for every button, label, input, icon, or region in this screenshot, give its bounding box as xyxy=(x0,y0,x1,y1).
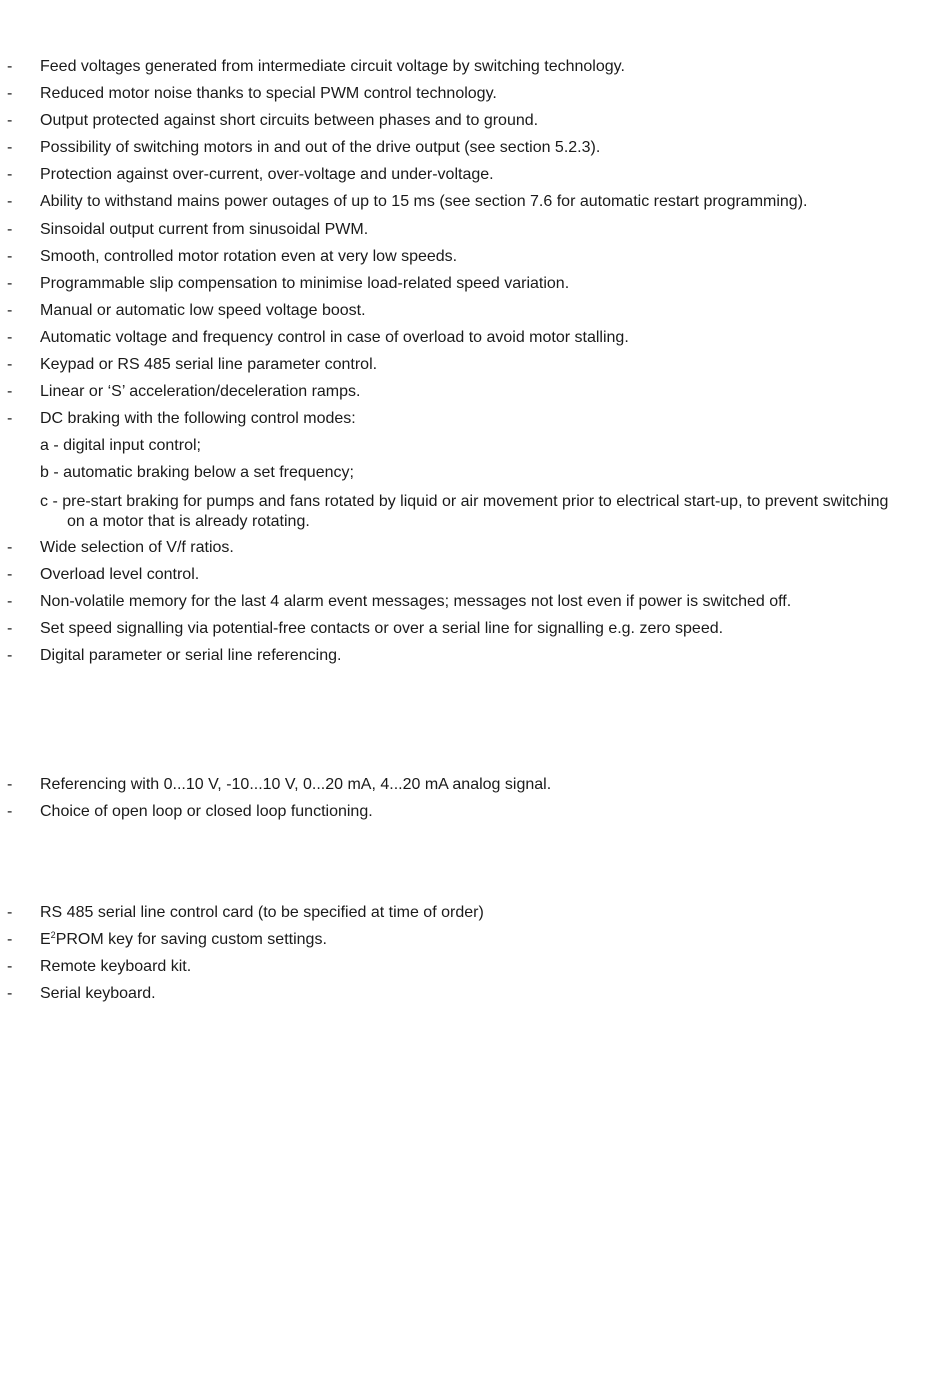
list-item xyxy=(0,566,950,593)
bullet-dash: - xyxy=(7,328,13,346)
list-item-text: Linear or ‘S’ acceleration/deceleration ramps. xyxy=(40,383,361,401)
bullet-dash: - xyxy=(7,619,13,637)
list-item-text: Protection against over-current, over-voltage and under-voltage. xyxy=(40,166,494,184)
sub-list-item xyxy=(0,492,950,539)
bullet-dash: - xyxy=(7,538,13,556)
list-item-text: Non-volatile memory for the last 4 alarm event messages; messages not lost even if power is switched off. xyxy=(40,592,792,610)
bullet-dash: - xyxy=(7,301,13,319)
bullet-dash: - xyxy=(7,646,13,664)
bullet-dash: - xyxy=(7,410,13,428)
list-item xyxy=(0,85,950,112)
bullet-dash: - xyxy=(7,776,13,793)
sub-list-item-text: b - automatic braking below a set frequency; xyxy=(40,464,354,482)
eprom-rest: PROM key for saving custom settings. xyxy=(55,931,327,949)
list-item xyxy=(0,58,950,85)
bullet-dash: - xyxy=(7,931,13,949)
bullet-dash: - xyxy=(7,85,13,103)
list-item xyxy=(0,329,950,356)
bullet-dash: - xyxy=(7,139,13,157)
list-item xyxy=(0,166,950,193)
list-item-text: Output protected against short circuits between phases and to ground. xyxy=(40,112,539,130)
list-item-text: Smooth, controlled motor rotation even at very low speeds. xyxy=(40,247,458,265)
list-item xyxy=(0,275,950,302)
analog-list xyxy=(0,776,950,830)
list-item-text: Automatic voltage and frequency control in case of overload to avoid motor stalling. xyxy=(40,328,629,346)
options-list xyxy=(0,904,950,1012)
list-item xyxy=(0,776,950,803)
list-item xyxy=(0,221,950,248)
bullet-dash: - xyxy=(7,274,13,292)
list-item-text: Set speed signalling via potential-free contacts or over a serial line for signalling e.g. zero speed. xyxy=(40,619,724,637)
eprom-prefix: E xyxy=(40,931,51,949)
list-item-text: Remote keyboard kit. xyxy=(40,958,192,976)
list-item-text: Possibility of switching motors in and out of the drive output (see section 5.2.3). xyxy=(40,139,601,157)
list-item-text: Manual or automatic low speed voltage boost. xyxy=(40,301,366,319)
list-item-text: Programmable slip compensation to minimise load-related speed variation. xyxy=(40,274,570,292)
list-item xyxy=(0,803,950,830)
list-item-text: Ability to withstand mains power outages of up to 15 ms (see section 7.6 for automatic restart programming). xyxy=(40,193,808,211)
list-item-text: Reduced motor noise thanks to special PWM control technology. xyxy=(40,85,497,103)
list-item xyxy=(0,985,950,1012)
list-item-text: Sinsoidal output current from sinusoidal PWM. xyxy=(40,220,369,238)
feature-list xyxy=(0,58,950,674)
list-item-text: Digital parameter or serial line referencing. xyxy=(40,646,342,664)
list-item xyxy=(0,248,950,275)
bullet-dash: - xyxy=(7,958,13,976)
eprom-superscript: 2 xyxy=(50,930,56,941)
bullet-dash: - xyxy=(7,356,13,374)
bullet-dash: - xyxy=(7,904,13,921)
bullet-dash: - xyxy=(7,247,13,265)
sub-list-item-text xyxy=(40,492,920,532)
list-item-text xyxy=(40,931,327,949)
list-item xyxy=(0,193,950,220)
sub-list-item-continuation: on a motor that is already rotating. xyxy=(67,512,310,530)
list-item xyxy=(0,112,950,139)
bullet-dash: - xyxy=(7,166,13,184)
list-item xyxy=(0,139,950,166)
list-item-text: Overload level control. xyxy=(40,565,200,583)
sub-list-item xyxy=(0,464,950,491)
list-item xyxy=(0,302,950,329)
list-item xyxy=(0,383,950,410)
bullet-dash: - xyxy=(7,985,13,1003)
list-item xyxy=(0,593,950,620)
list-item-text: DC braking with the following control modes: xyxy=(40,410,356,428)
list-item-text: Choice of open loop or closed loop functioning. xyxy=(40,803,373,821)
bullet-dash: - xyxy=(7,803,13,821)
list-item xyxy=(0,904,950,931)
list-item-text: RS 485 serial line control card (to be specified at time of order) xyxy=(40,904,484,921)
list-item-text: Serial keyboard. xyxy=(40,985,156,1003)
list-item xyxy=(0,958,950,985)
list-item xyxy=(0,620,950,647)
bullet-dash: - xyxy=(7,383,13,401)
bullet-dash: - xyxy=(7,58,13,75)
list-item xyxy=(0,539,950,566)
bullet-dash: - xyxy=(7,220,13,238)
bullet-dash: - xyxy=(7,193,13,211)
list-item xyxy=(0,647,950,674)
sub-list-item xyxy=(0,437,950,464)
list-item xyxy=(0,356,950,383)
sub-list-item-text: a - digital input control; xyxy=(40,437,201,455)
bullet-dash: - xyxy=(7,112,13,130)
sub-list-item-line: c - pre-start braking for pumps and fans rotated by liquid or air movement prior to electrical start-up, to prevent switching xyxy=(40,492,889,510)
list-item-text: Feed voltages generated from intermediate circuit voltage by switching technology. xyxy=(40,58,625,75)
list-item-text: Referencing with 0...10 V, -10...10 V, 0...20 mA, 4...20 mA analog signal. xyxy=(40,776,552,793)
list-item xyxy=(0,931,950,958)
bullet-dash: - xyxy=(7,565,13,583)
list-item-text: Keypad or RS 485 serial line parameter control. xyxy=(40,356,378,374)
bullet-dash: - xyxy=(7,592,13,610)
list-item-text: Wide selection of V/f ratios. xyxy=(40,538,234,556)
list-item xyxy=(0,410,950,437)
